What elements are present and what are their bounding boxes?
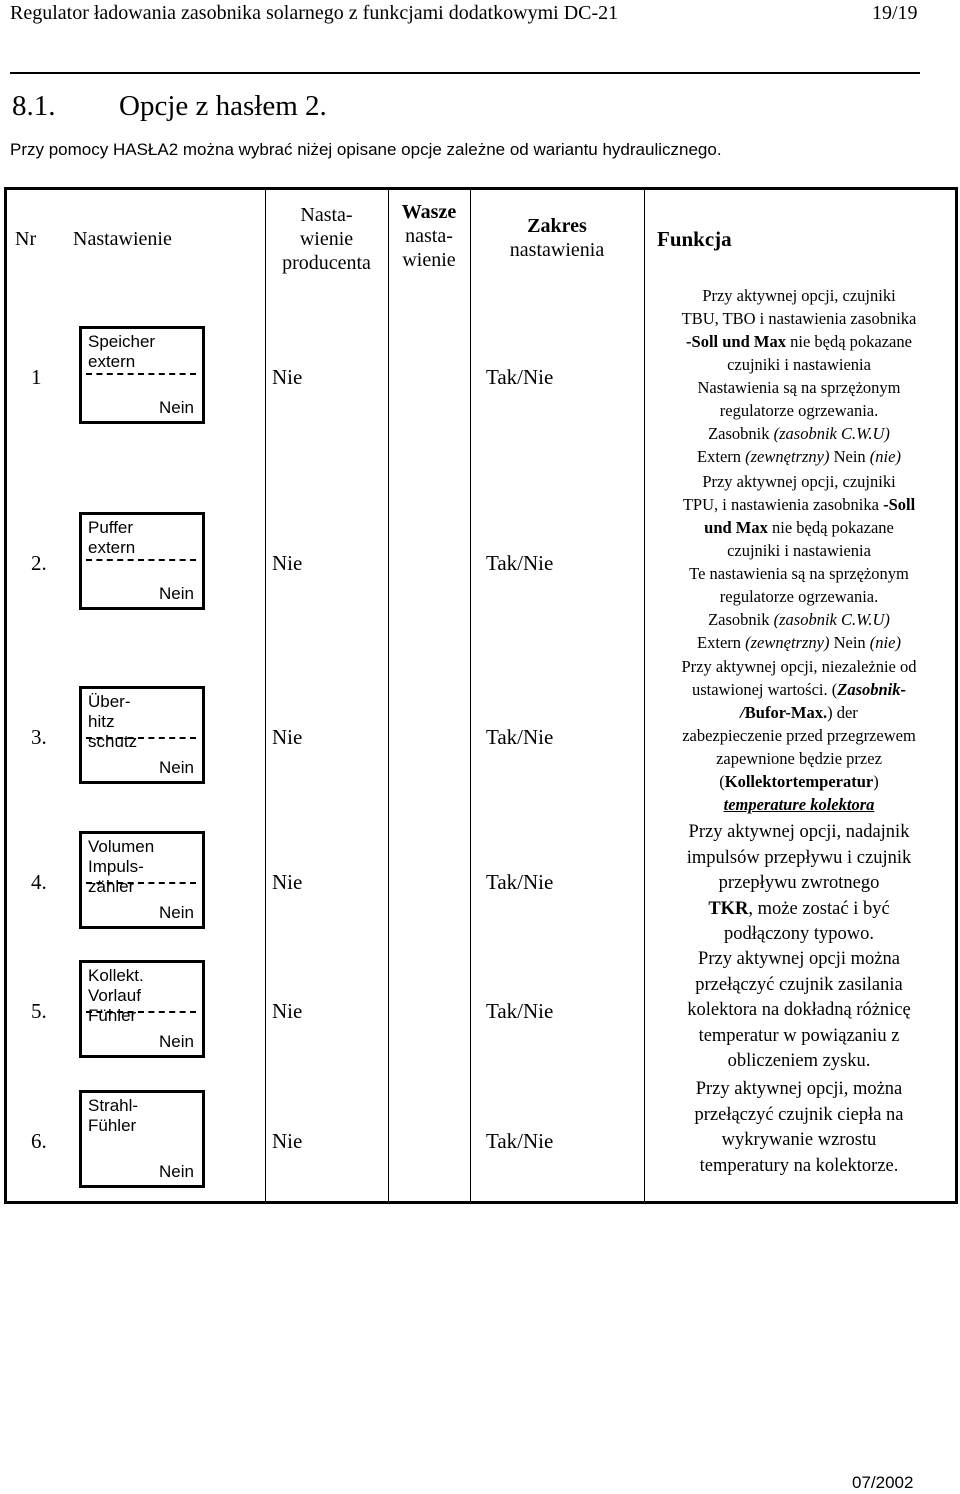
- column-divider: [265, 190, 266, 1201]
- row-number: 6.: [31, 1129, 47, 1153]
- header-zakres: Zakres nastawienia: [509, 215, 605, 261]
- lcd-value: Nein: [159, 1032, 194, 1051]
- function-description-4: Przy aktywnej opcji, nadajnik impulsów przepływu i czujnik przepływu zwrotnego TKR, może zostać i być podłączony typowo.: [686, 822, 912, 944]
- document-header-title: Regulator ładowania zasobnika solarnego z funkcjami dodatkowymi DC-21: [10, 2, 619, 24]
- lcd-value: Nein: [159, 758, 194, 777]
- row-number: 4.: [31, 870, 47, 894]
- section-number: 8.1.: [12, 90, 56, 122]
- page-number: 19/19: [872, 2, 918, 24]
- lcd-display: Über- hitz schutz Nein: [79, 686, 205, 784]
- producer-default: Nie: [272, 1129, 303, 1153]
- lcd-value: Nein: [159, 398, 194, 417]
- row-number: 5.: [31, 999, 47, 1023]
- header-wasze: Wasze nasta- wienie: [401, 201, 457, 271]
- lcd-value: Nein: [159, 903, 194, 922]
- lcd-display: Puffer extern Nein: [79, 512, 205, 610]
- row-number: 2.: [31, 551, 47, 575]
- header-producent: Nasta- wienie producenta: [282, 204, 371, 274]
- producer-default: Nie: [272, 365, 303, 389]
- producer-default: Nie: [272, 725, 303, 749]
- setting-range: Tak/Nie: [486, 870, 554, 894]
- lcd-display: Volumen Impuls- zähler Nein: [79, 831, 205, 929]
- section-title: Opcje z hasłem 2.: [119, 90, 327, 122]
- options-table: [4, 187, 958, 1204]
- intro-text: Przy pomocy HASŁA2 można wybrać niżej opisane opcje zależne od wariantu hydraulicznego.: [10, 140, 722, 159]
- function-description-5: Przy aktywnej opcji można przełączyć czujnik zasilania kolektora na dokładną różnicę temperatur w powiązaniu z obliczeniem zysku.: [687, 949, 911, 1071]
- section-heading: [12, 90, 327, 123]
- setting-range: Tak/Nie: [486, 999, 554, 1023]
- producer-default: Nie: [272, 870, 303, 894]
- header-nr: Nr: [15, 228, 37, 250]
- row-number: 3.: [31, 725, 47, 749]
- lcd-value: Nein: [159, 584, 194, 603]
- row-number: 1: [31, 365, 42, 389]
- header-rule: [10, 72, 920, 74]
- header-nastawienie: Nastawienie: [73, 228, 172, 250]
- header-funkcja: Funkcja: [657, 227, 732, 251]
- producer-default: Nie: [272, 551, 303, 575]
- setting-range: Tak/Nie: [486, 725, 554, 749]
- function-description-6: Przy aktywnej opcji, można przełączyć czujnik ciepła na wykrywanie wzrostu temperatury na kolektorze.: [694, 1079, 904, 1176]
- column-divider: [388, 190, 389, 1201]
- footer-date: 07/2002: [852, 1473, 914, 1492]
- setting-range: Tak/Nie: [486, 365, 554, 389]
- column-divider: [644, 190, 645, 1201]
- setting-range: Tak/Nie: [486, 1129, 554, 1153]
- lcd-display: Kollekt. Vorlauf Fühler Nein: [79, 960, 205, 1058]
- lcd-display: Speicher extern Nein: [79, 326, 205, 424]
- function-description-2: Przy aktywnej opcji, czujniki TPU, i nastawienia zasobnika -Soll und Max nie będą pokazane czujniki i nastawienia Te nastawienia są na sprzężonym regulatorze ogrzewania. Zasobnik (zasobnik C.W.U) Extern (zewnętrzny) Nein (nie): [682, 472, 916, 652]
- lcd-value: Nein: [159, 1162, 194, 1181]
- producer-default: Nie: [272, 999, 303, 1023]
- function-description-3: Przy aktywnej opcji, niezależnie od ustawionej wartości. (Zasobnik- /Bufor-Max.) der zabezpieczenie przed przegrzewem zapewnione będzie przez (Kollektortemperatur) temperature kolektora: [681, 657, 917, 814]
- setting-range: Tak/Nie: [486, 551, 554, 575]
- column-divider: [470, 190, 471, 1201]
- lcd-display: Strahl- Fühler Nein: [79, 1090, 205, 1188]
- function-description-1: Przy aktywnej opcji, czujniki TBU, TBO i nastawienia zasobnika -Soll und Max nie będą pokazane czujniki i nastawienia Nastawienia są na sprzężonym regulatorze ogrzewania. Zasobnik (zasobnik C.W.U) Extern (zewnętrzny) Nein (nie): [681, 286, 917, 466]
